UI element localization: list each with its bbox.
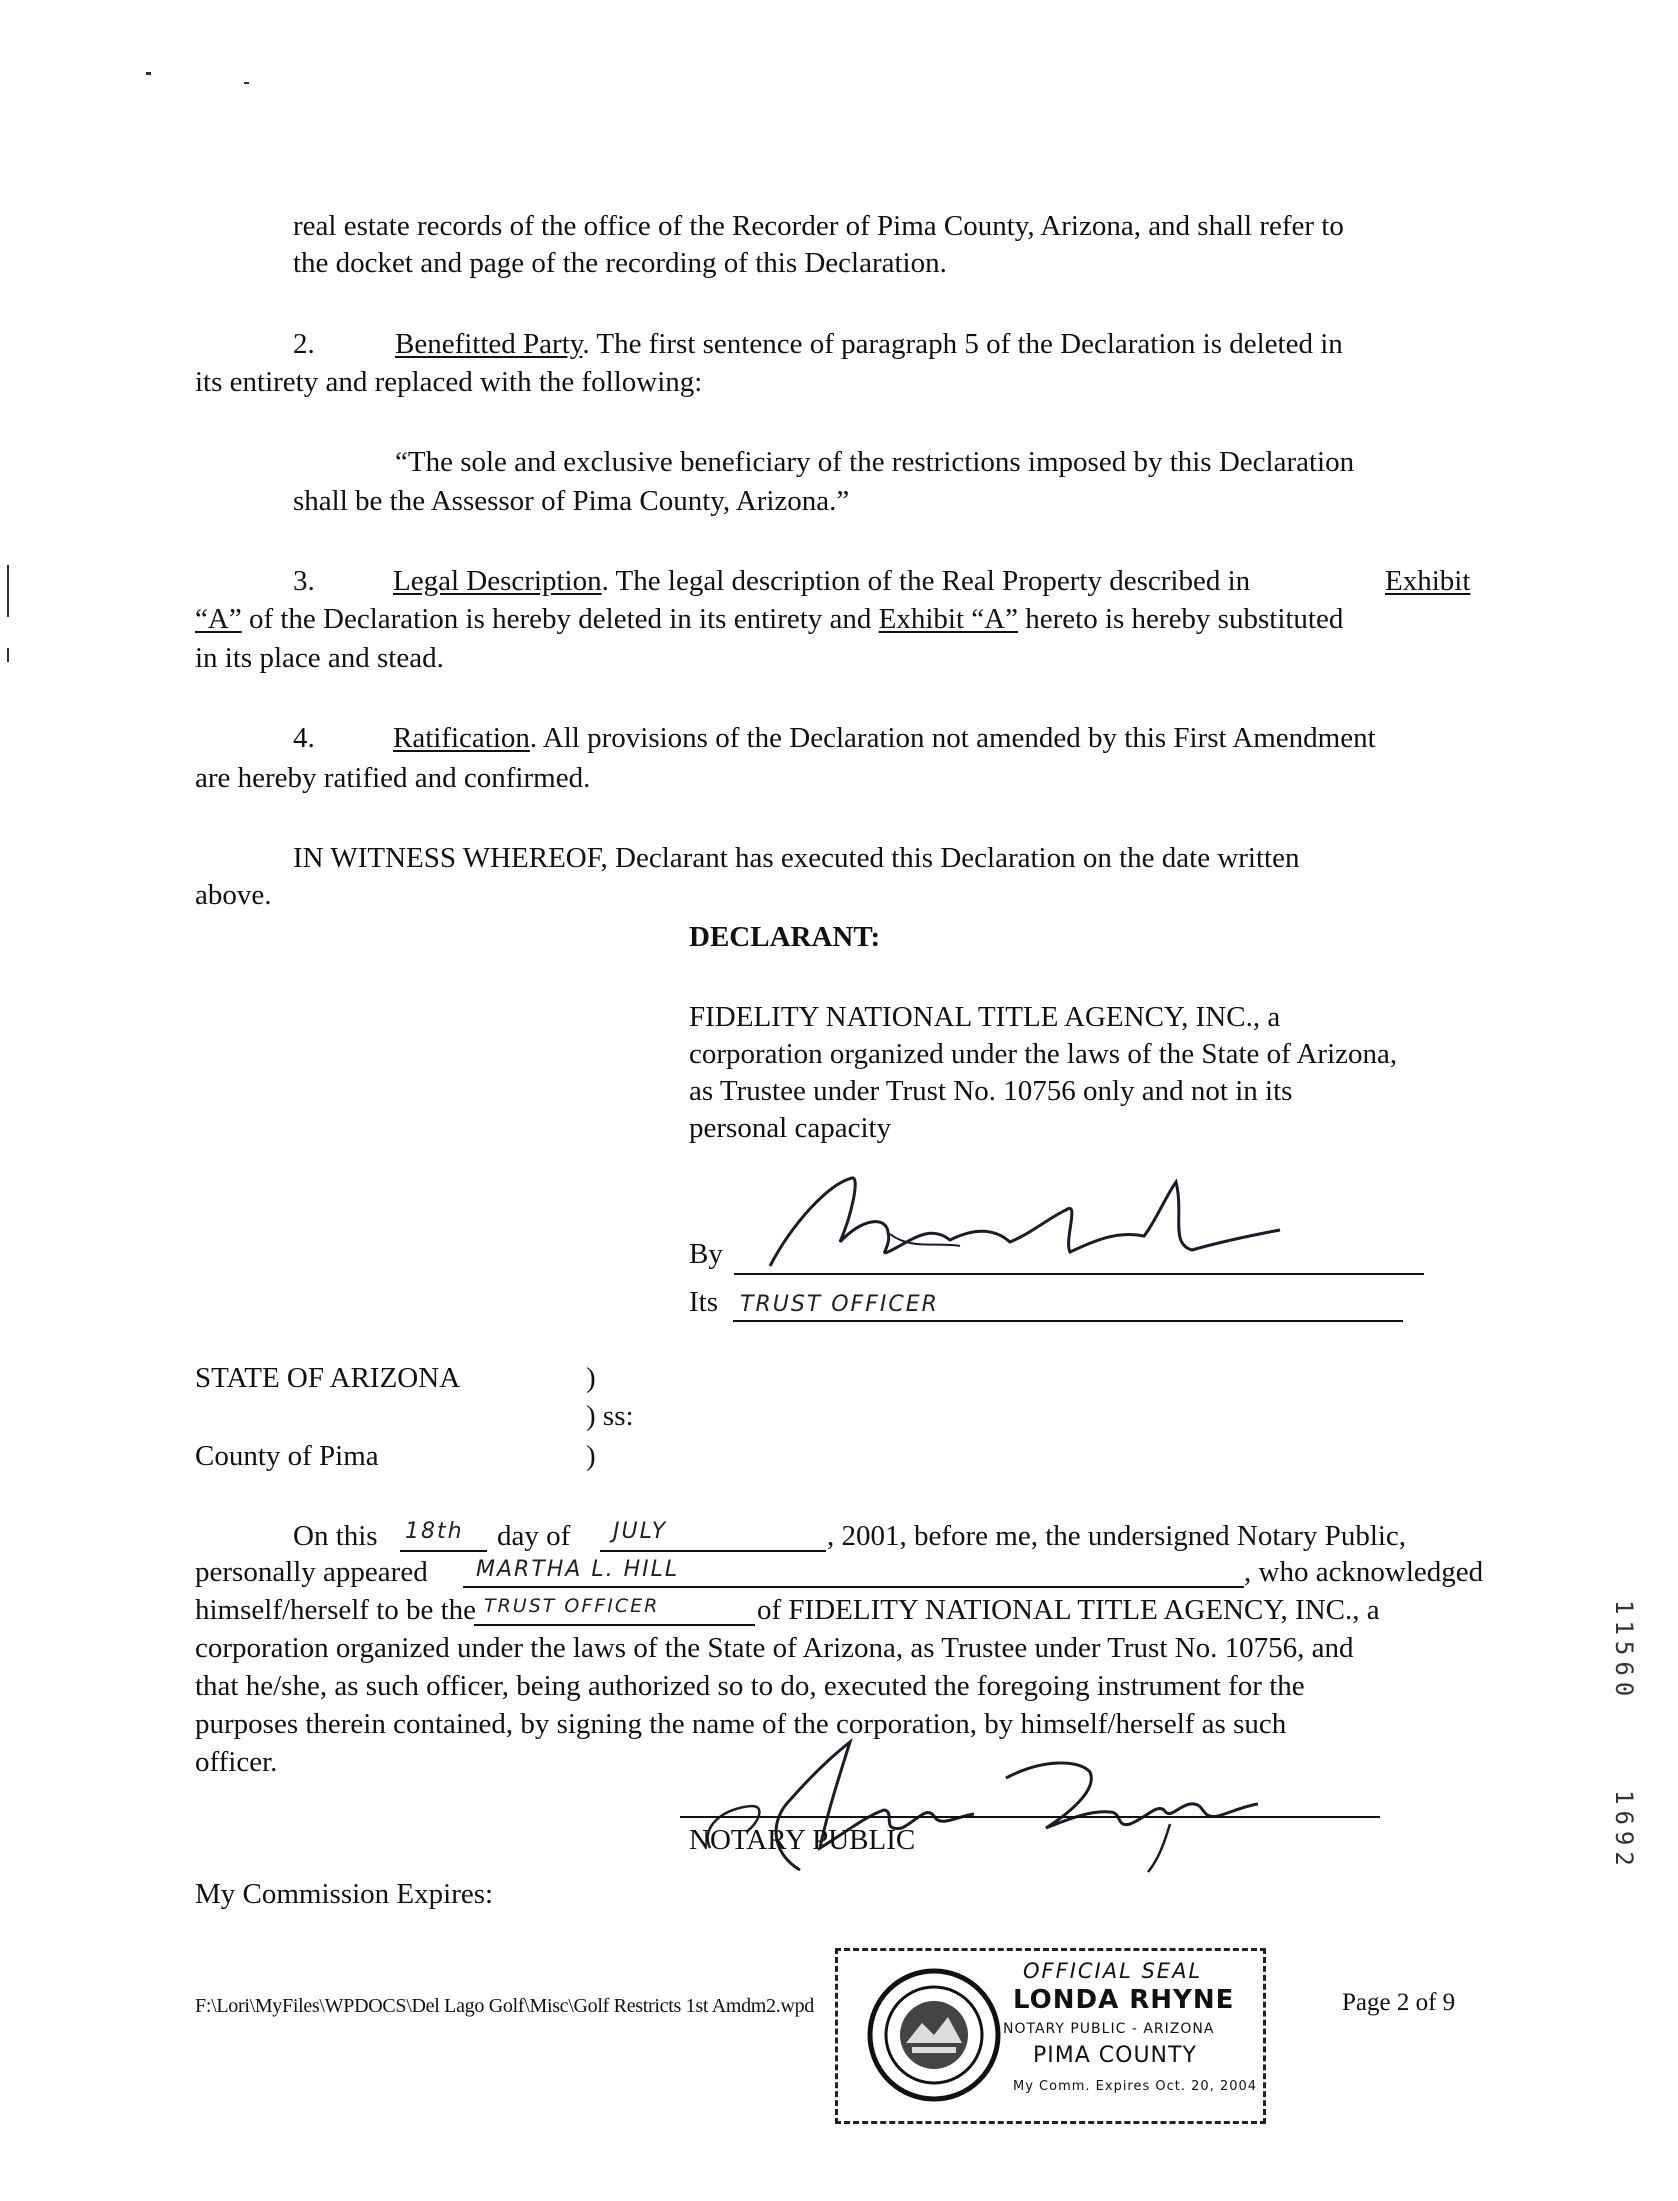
seal-line-5: My Comm. Expires Oct. 20, 2004	[1013, 2079, 1258, 2094]
ack-line-1-end: , 2001, before me, the undersigned Notary Public,	[827, 1520, 1407, 1552]
its-title-handwritten: TRUST OFFICER	[740, 1292, 939, 1317]
section-3-line-1	[393, 563, 1250, 600]
scan-tick	[7, 648, 9, 662]
commission-expires: My Commission Expires:	[195, 1878, 494, 1910]
notary-signature-line	[680, 1816, 1380, 1818]
scan-speck	[146, 72, 151, 75]
section-2-line-1	[395, 326, 1343, 363]
page-number: Page 2 of 9	[1342, 1989, 1456, 2016]
ack-day-handwritten: 18th	[405, 1519, 464, 1544]
margin-stamp-top: 11560	[1610, 1600, 1638, 1703]
quote-line-2: shall be the Assessor of Pima County, Arizona.”	[293, 485, 850, 517]
its-title-line	[733, 1320, 1403, 1322]
ack-line-4: corporation organized under the laws of the State of Arizona, as Trustee under Trust No. 10756, and	[195, 1632, 1354, 1664]
ack-title-handwritten: TRUST OFFICER	[484, 1595, 660, 1617]
quote-line-1: “The sole and exclusive beneficiary of the restrictions imposed by this Declaration	[395, 446, 1355, 478]
venue-paren-1: )	[586, 1362, 596, 1394]
ack-line-6: purposes therein contained, by signing the name of the corporation, by himself/herself as such	[195, 1708, 1287, 1740]
declarant-line-1: FIDELITY NATIONAL TITLE AGENCY, INC., a	[689, 1001, 1281, 1033]
section-3-line-2	[195, 601, 1343, 638]
margin-stamp-bottom: 1692	[1610, 1790, 1638, 1872]
section-4-number: 4.	[293, 722, 315, 754]
arizona-state-seal-icon	[866, 1967, 1002, 2103]
witness-line-2: above.	[195, 879, 272, 911]
ack-line-3-end: of FIDELITY NATIONAL TITLE AGENCY, INC., a	[757, 1594, 1380, 1626]
exhibit-a-reference: Exhibit “A”	[878, 603, 1018, 635]
ack-line-1-mid: day of	[497, 1520, 571, 1552]
section-4-heading: Ratification	[393, 722, 530, 754]
ack-month-blank	[600, 1550, 826, 1552]
scan-tick	[7, 565, 9, 617]
ack-line-3-start: himself/herself to be the	[195, 1594, 477, 1626]
exhibit-reference-a: “A”	[195, 603, 242, 635]
venue-county: County of Pima	[195, 1440, 379, 1472]
ack-line-2-end: , who acknowledged	[1244, 1556, 1484, 1588]
official-notary-seal	[835, 1948, 1266, 2124]
ack-name-handwritten: MARTHA L. HILL	[476, 1557, 680, 1582]
ack-name-blank	[463, 1586, 1244, 1588]
footer-file-path: F:\Lori\MyFiles\WPDOCS\Del Lago Golf\Misc\Golf Restricts 1st Amdm2.wpd	[195, 1995, 815, 2017]
paragraph-1-line-1: real estate records of the office of the Recorder of Pima County, Arizona, and shall refer to	[293, 210, 1344, 242]
ack-line-2-start: personally appeared	[195, 1556, 428, 1588]
section-3-number: 3.	[293, 565, 315, 597]
seal-line-3: NOTARY PUBLIC - ARIZONA	[1003, 2021, 1215, 2037]
trust-officer-signature	[740, 1170, 1300, 1280]
section-2-heading: Benefitted Party	[395, 328, 583, 360]
ack-title-blank	[474, 1624, 755, 1626]
section-2-line-2: its entirety and replaced with the following:	[195, 366, 703, 398]
section-3-line-3: in its place and stead.	[195, 642, 444, 674]
witness-line-1: IN WITNESS WHEREOF, Declarant has executed this Declaration on the date written	[293, 842, 1300, 874]
seal-line-1: OFFICIAL SEAL	[1023, 1959, 1203, 1983]
section-3-text: . The legal description of the Real Property described in	[601, 565, 1251, 597]
venue-ss: ) ss:	[586, 1400, 634, 1432]
declarant-line-4: personal capacity	[689, 1112, 892, 1144]
section-4-line-1	[393, 720, 1376, 757]
by-label: By	[689, 1238, 723, 1270]
declarant-line-3: as Trustee under Trust No. 10756 only and not in its	[689, 1075, 1293, 1107]
ack-month-handwritten: JULY	[613, 1519, 668, 1544]
notary-public-label: NOTARY PUBLIC	[689, 1824, 916, 1856]
ack-line-5: that he/she, as such officer, being authorized so to do, executed the foregoing instrument for the	[195, 1670, 1305, 1702]
declarant-line-2: corporation organized under the laws of the State of Arizona,	[689, 1038, 1398, 1070]
exhibit-reference: Exhibit	[1385, 565, 1471, 597]
venue-state: STATE OF ARIZONA	[195, 1362, 461, 1394]
paragraph-1-line-2: the docket and page of the recording of this Declaration.	[293, 247, 947, 279]
section-2-text: . The first sentence of paragraph 5 of the Declaration is deleted in	[582, 328, 1343, 360]
venue-paren-3: )	[586, 1440, 596, 1472]
ack-line-7: officer.	[195, 1746, 278, 1778]
ack-line-1-start: On this	[293, 1520, 378, 1552]
section-4-line-2: are hereby ratified and confirmed.	[195, 762, 591, 794]
section-3-text-3: hereto is hereby substituted	[1017, 603, 1344, 635]
scan-speck	[244, 82, 249, 84]
section-4-text: . All provisions of the Declaration not amended by this First Amendment	[529, 722, 1376, 754]
section-3-heading: Legal Description	[393, 565, 602, 597]
declarant-heading: DECLARANT:	[689, 921, 881, 953]
its-label: Its	[689, 1286, 718, 1318]
seal-line-4: PIMA COUNTY	[1033, 2043, 1197, 2068]
section-2-number: 2.	[293, 328, 315, 360]
section-3-text-2: of the Declaration is hereby deleted in its entirety and	[241, 603, 879, 635]
seal-line-2: LONDA RHYNE	[1013, 1985, 1235, 2015]
ack-day-blank	[400, 1550, 487, 1552]
